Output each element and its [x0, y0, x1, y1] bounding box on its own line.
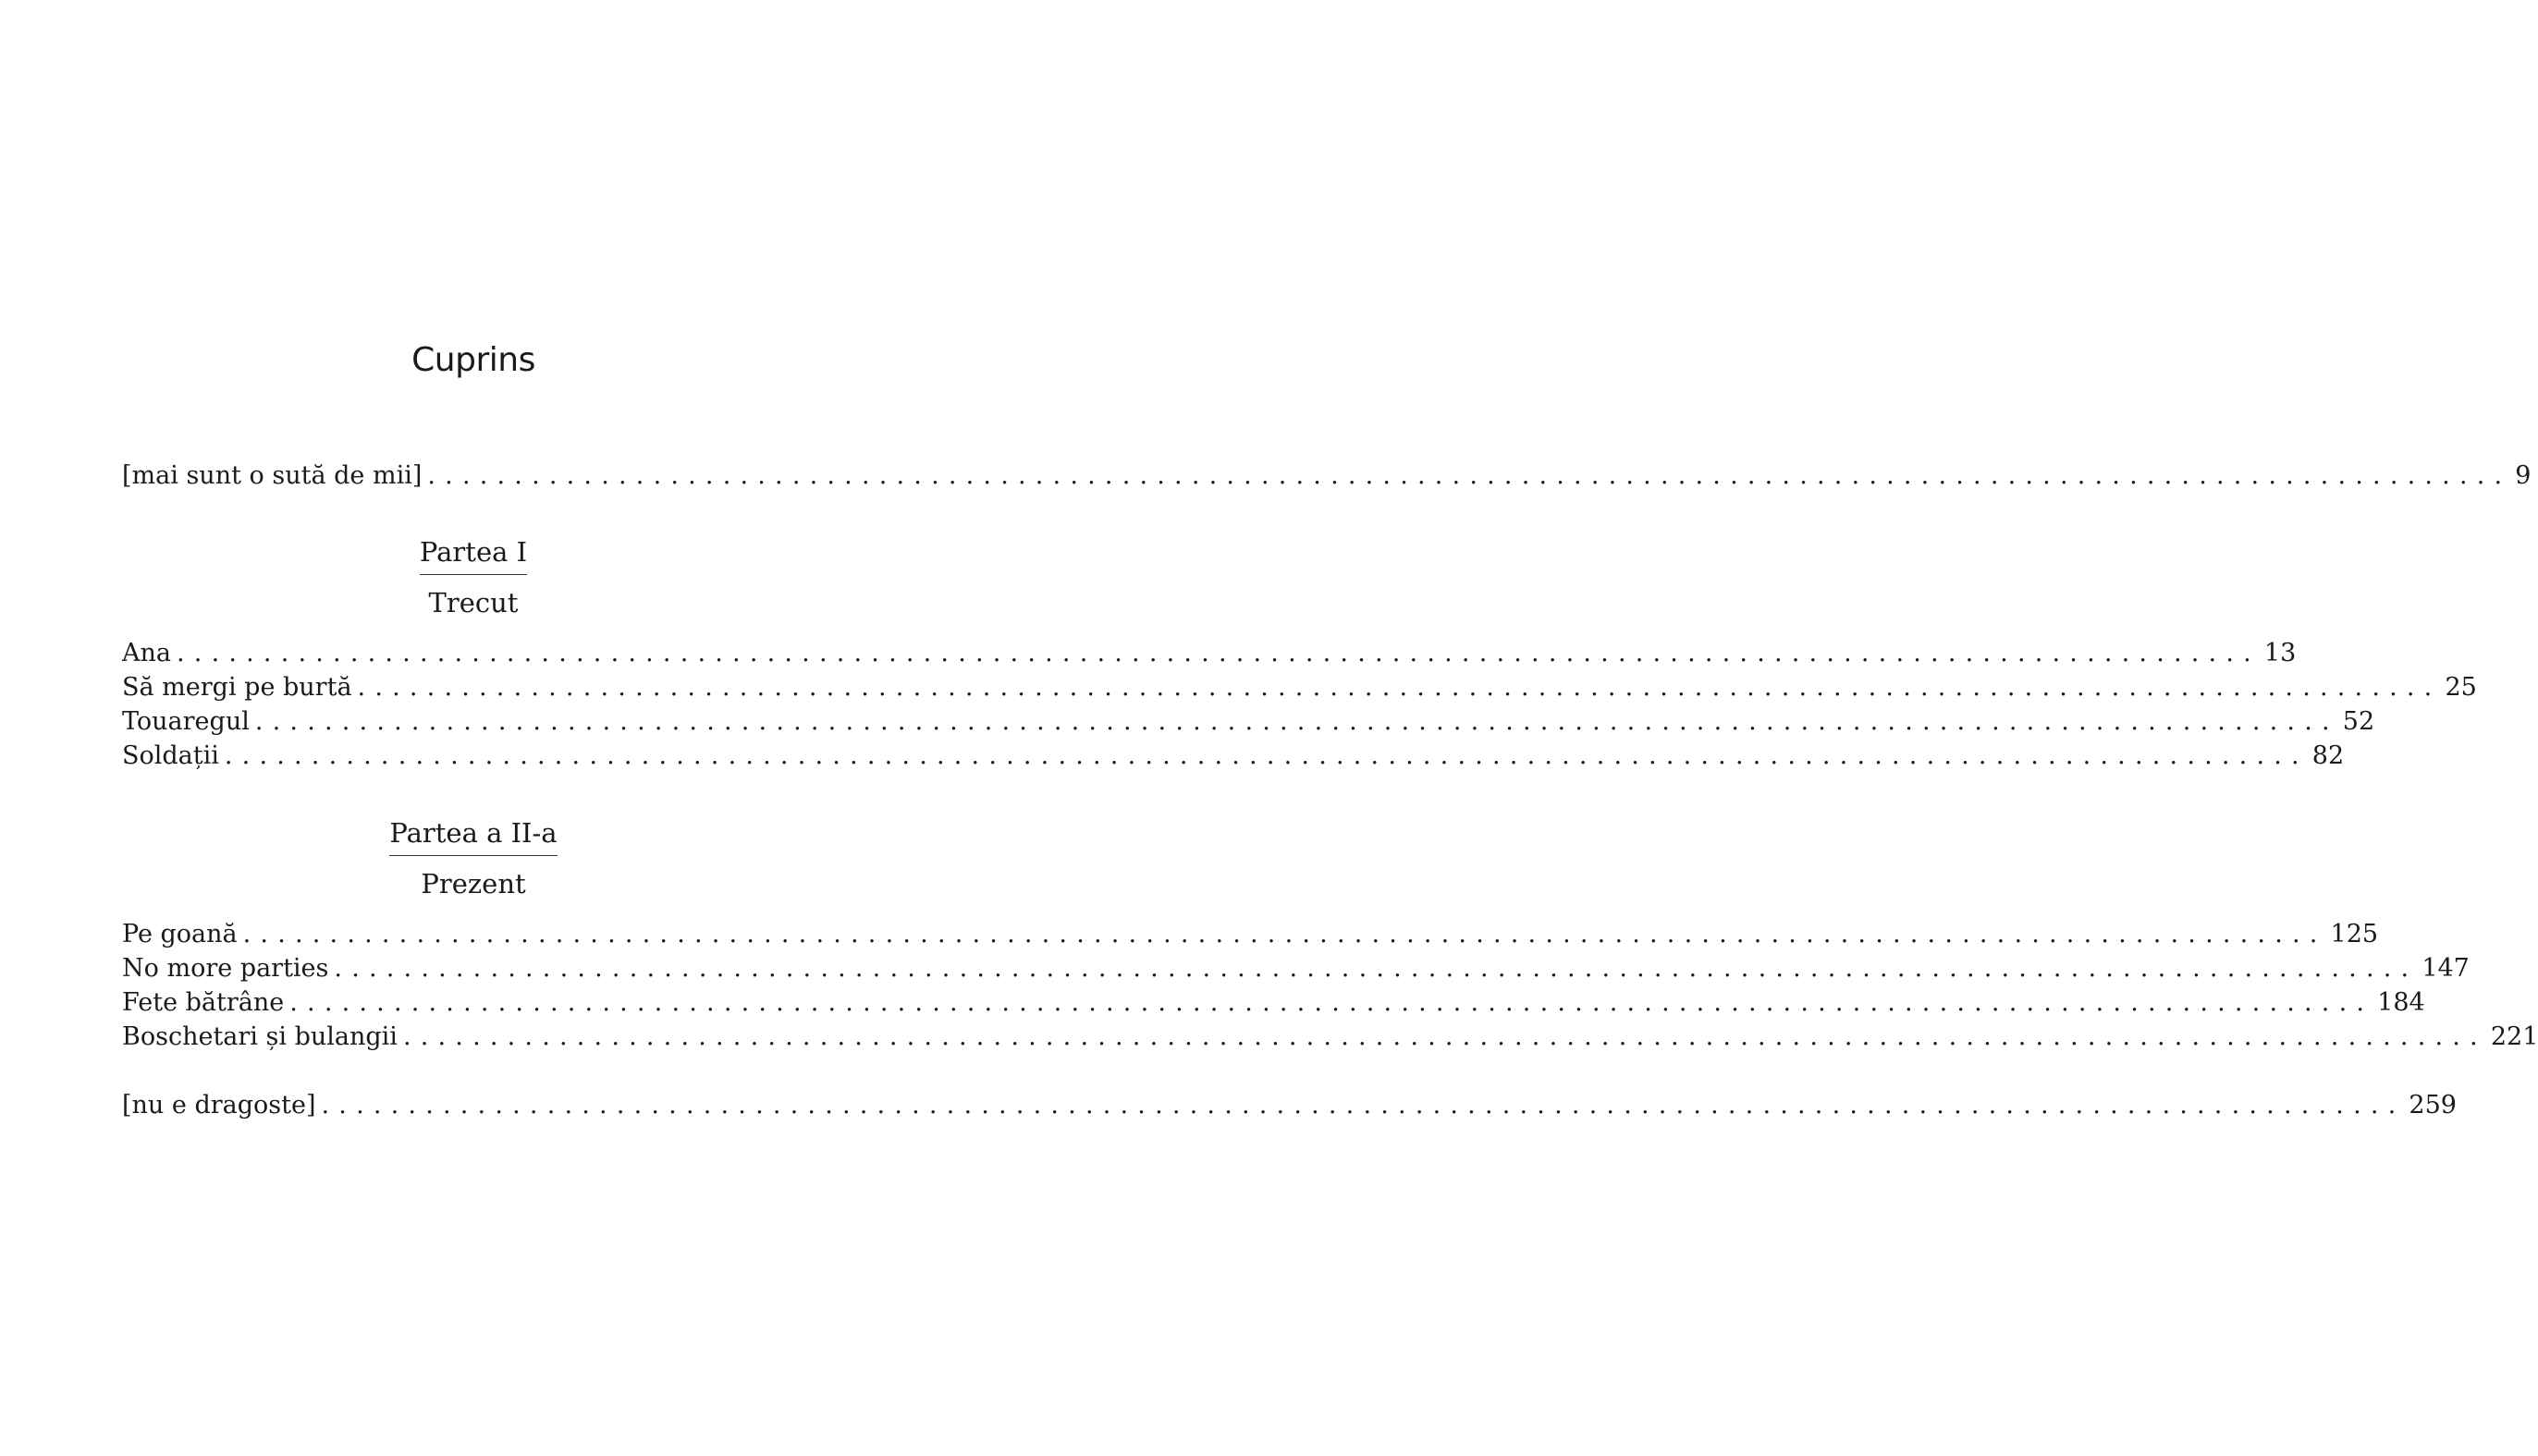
toc-entry-label: Fete bătrâne [122, 988, 285, 1017]
toc-entry-label: Touaregul [122, 707, 250, 736]
toc-entry-page: 25 [2445, 673, 2477, 702]
toc-entry-page: 13 [2263, 639, 2297, 667]
toc-entry-page: 184 [2377, 988, 2425, 1017]
toc-entry-page: 147 [2422, 954, 2470, 983]
part-subtitle: Trecut [428, 587, 519, 618]
toc-entry-page: 82 [2311, 741, 2345, 770]
toc-entry-page: 9 [2515, 461, 2532, 490]
dot-leader: ........................................................................................................................ [224, 741, 2309, 770]
dot-leader: ........................................................................................................................ [427, 461, 2512, 490]
toc-entry [122, 705, 2375, 739]
part-heading: Partea a II-a [389, 814, 557, 856]
toc-entry [122, 952, 2470, 985]
toc-entry [122, 1021, 2538, 1054]
dot-leader: ........................................................................................................................ [334, 954, 2419, 983]
toc-entry [122, 986, 2425, 1020]
dot-leader: ........................................................................................................................ [289, 988, 2374, 1017]
toc-entry-page: 259 [2409, 1091, 2457, 1120]
toc-entry-label: Pe goană [122, 920, 238, 948]
toc-entry [122, 740, 2345, 773]
toc-entry-label: Soldații [122, 741, 219, 770]
part-header-2 [0, 814, 947, 902]
toc-entry-label: Ana [122, 639, 171, 667]
dot-leader: ........................................................................................................................ [242, 920, 2327, 948]
page-title: Cuprins [411, 341, 535, 379]
toc-entry-page: 221 [2490, 1022, 2538, 1051]
dot-leader: ........................................................................................................................ [177, 639, 2261, 667]
toc-entry-page: 52 [2342, 707, 2375, 736]
toc-entry-label: [nu e dragoste] [122, 1091, 316, 1120]
dot-leader: ........................................................................................................................ [402, 1022, 2487, 1051]
toc-entry-label: Boschetari și bulangii [122, 1022, 398, 1051]
toc-entry-outro [122, 1089, 2457, 1122]
toc-entry [122, 918, 2379, 951]
toc-entry [122, 637, 2297, 670]
dot-leader: ........................................................................................................................ [357, 673, 2442, 702]
toc-entry [122, 671, 2477, 704]
dot-leader: ........................................................................................................................ [321, 1091, 2406, 1120]
part-header-1 [0, 533, 947, 621]
toc-entry-label: [mai sunt o sută de mii] [122, 461, 423, 490]
dot-leader: ........................................................................................................................ [254, 707, 2339, 736]
toc-entry-page: 125 [2330, 920, 2379, 948]
toc-entry-intro [122, 459, 2532, 493]
toc-entry-label: No more parties [122, 954, 329, 983]
toc-entry-label: Să mergi pe burtă [122, 673, 352, 702]
part-heading: Partea I [420, 533, 527, 575]
part-subtitle: Prezent [421, 868, 526, 899]
